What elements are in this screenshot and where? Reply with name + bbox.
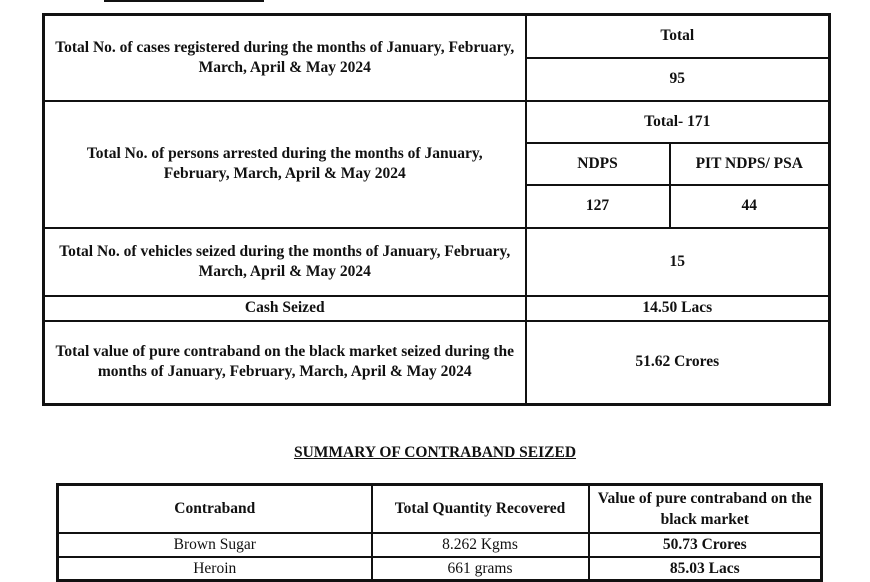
- pit-ndps-psa-header: PIT NDPS/ PSA: [670, 143, 830, 185]
- top-rule: [104, 0, 264, 2]
- contraband-value: 50.73 Crores: [589, 533, 822, 557]
- contraband-name: Heroin: [58, 557, 372, 581]
- cases-total-header: Total: [526, 15, 830, 58]
- quantity-column-header: Total Quantity Recovered: [372, 485, 589, 533]
- ndps-header: NDPS: [526, 143, 670, 185]
- vehicles-value: 15: [526, 228, 830, 296]
- contraband-header-row: [58, 485, 822, 533]
- contraband-name: Brown Sugar: [58, 533, 372, 557]
- pit-ndps-psa-value: 44: [670, 185, 830, 228]
- cases-label: Total No. of cases registered during the months of January, February, March, April & May 2024: [44, 15, 526, 101]
- value-column-header: Value of pure contraband on the black market: [589, 485, 822, 533]
- contraband-value: 85.03 Lacs: [589, 557, 822, 581]
- contraband-quantity: 8.262 Kgms: [372, 533, 589, 557]
- contraband-value-total: 51.62 Crores: [526, 321, 830, 405]
- contraband-table: [56, 483, 823, 582]
- arrests-label: Total No. of persons arrested during the months of January, February, March, April & May 2024: [44, 101, 526, 228]
- cash-label: Cash Seized: [44, 296, 526, 321]
- contraband-value-label: Total value of pure contraband on the black market seized during the months of January, February, March, April & May 2024: [44, 321, 526, 405]
- arrests-total-header: Total- 171: [526, 101, 830, 143]
- ndps-value: 127: [526, 185, 670, 228]
- cases-total-value: 95: [526, 58, 830, 101]
- table-row: [58, 533, 822, 557]
- vehicles-label: Total No. of vehicles seized during the months of January, February, March, April & May 2024: [44, 228, 526, 296]
- table-row: [58, 557, 822, 581]
- contraband-quantity: 661 grams: [372, 557, 589, 581]
- cash-value: 14.50 Lacs: [526, 296, 830, 321]
- seizure-summary-table: [42, 13, 831, 406]
- contraband-column-header: Contraband: [58, 485, 372, 533]
- contraband-summary-heading: SUMMARY OF CONTRABAND SEIZED: [293, 444, 577, 461]
